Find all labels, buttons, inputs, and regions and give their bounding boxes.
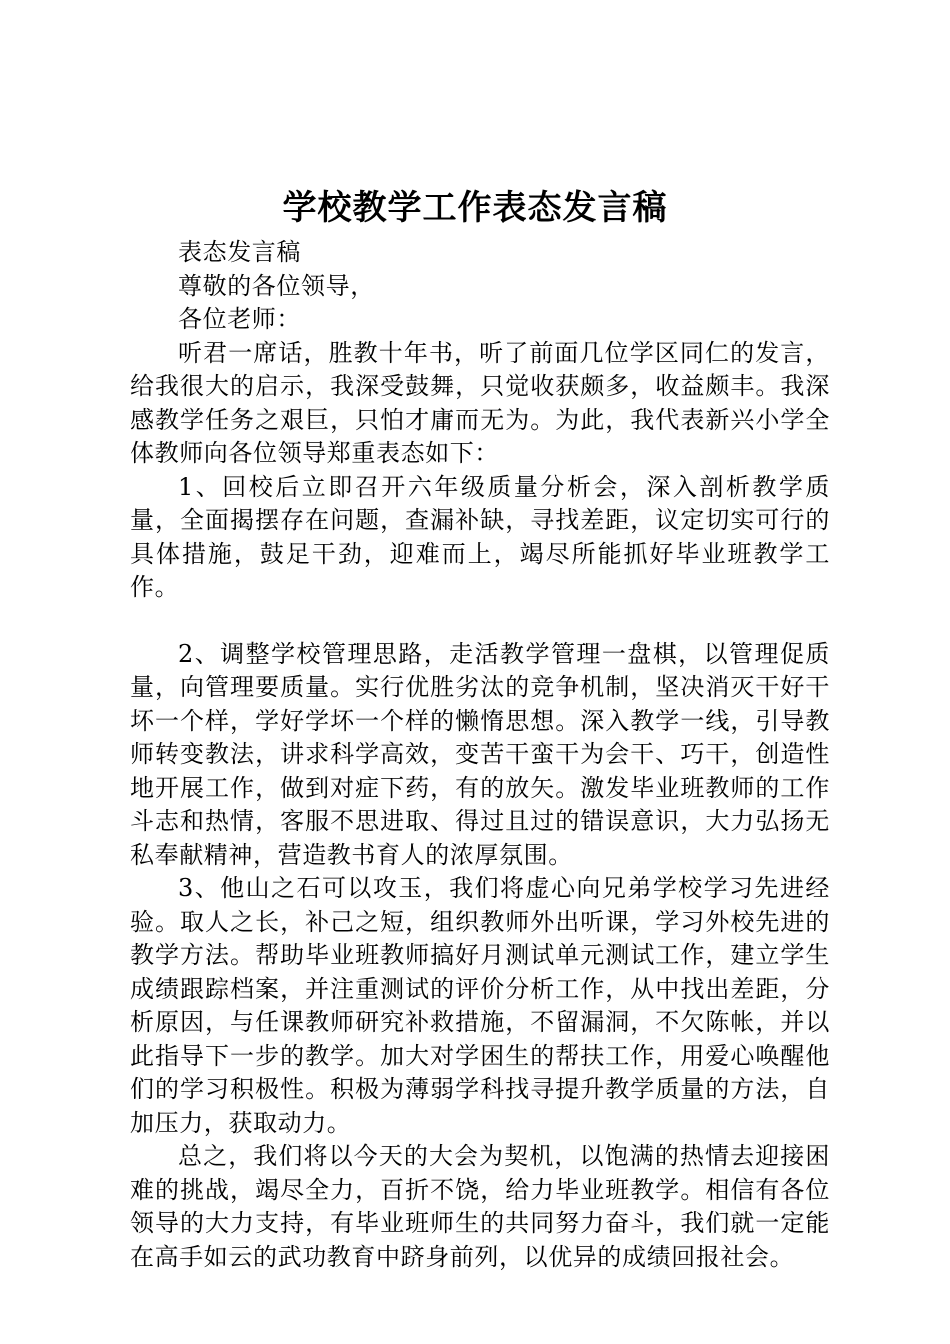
paragraph-point-3: 3、他山之石可以攻玉，我们将虚心向兄弟学校学习先进经验。取人之长，补己之短，组织教师外出听课，学习外校先进的教学方法。帮助毕业班教师搞好月测试单元测试工作，建立学生成绩跟踪档案，并注重测试的评价分析工作，从中找出差距，分析原因，与任课教师研究补救措施，不留漏洞，不欠陈帐，并以此指导下一步的教学。加大对学困生的帮扶工作，用爱心唤醒他们的学习积极性。积极为薄弱学科找寻提升教学质量的方法，自加压力，获取动力。 bbox=[130, 874, 830, 1137]
paragraph-salutation-leaders: 尊敬的各位领导， bbox=[178, 271, 375, 300]
paragraph-point-1: 1、回校后立即召开六年级质量分析会，深入剖析教学质量，全面揭摆存在问题，查漏补缺，寻找差距，议定切实可行的具体措施，鼓足干劲，迎难而上，竭尽所能抓好毕业班教学工作。 bbox=[130, 472, 830, 601]
paragraph-salutation-teachers: 各位老师： bbox=[178, 305, 301, 333]
document-body bbox=[130, 236, 830, 1274]
paragraph-conclusion: 总之，我们将以今天的大会为契机，以饱满的热情去迎接困难的挑战，竭尽全力，百折不饶，给力毕业班教学。相信有各位领导的大力支持，有毕业班师生的共同努力奋斗，我们就一定能在高手如云的武功教育中跻身前列，以优异的成绩回报社会。 bbox=[130, 1142, 830, 1271]
document-title: 学校教学工作表态发言稿 bbox=[282, 188, 668, 228]
paragraph-heading: 表态发言稿 bbox=[178, 238, 301, 266]
paragraph-intro: 听君一席话，胜教十年书，听了前面几位学区同仁的发言，给我很大的启示，我深受鼓舞，只觉收获颇多，收益颇丰。我深感教学任务之艰巨，只怕才庸而无为。为此，我代表新兴小学全体教师向各位领导郑重表态如下： bbox=[130, 338, 830, 467]
paragraph-point-2: 2、调整学校管理思路，走活教学管理一盘棋，以管理促质量，向管理要质量。实行优胜劣汰的竞争机制，坚决消灭干好干坏一个样，学好学坏一个样的懒惰思想。深入教学一线，引导教师转变教法，讲求科学高效，变苦干蛮干为会干、巧干，创造性地开展工作，做到对症下药，有的放矢。激发毕业班教师的工作斗志和热情，客服不思进取、得过且过的错误意识，大力弘扬无私奉献精神，营造教书育人的浓厚氛围。 bbox=[130, 639, 830, 869]
